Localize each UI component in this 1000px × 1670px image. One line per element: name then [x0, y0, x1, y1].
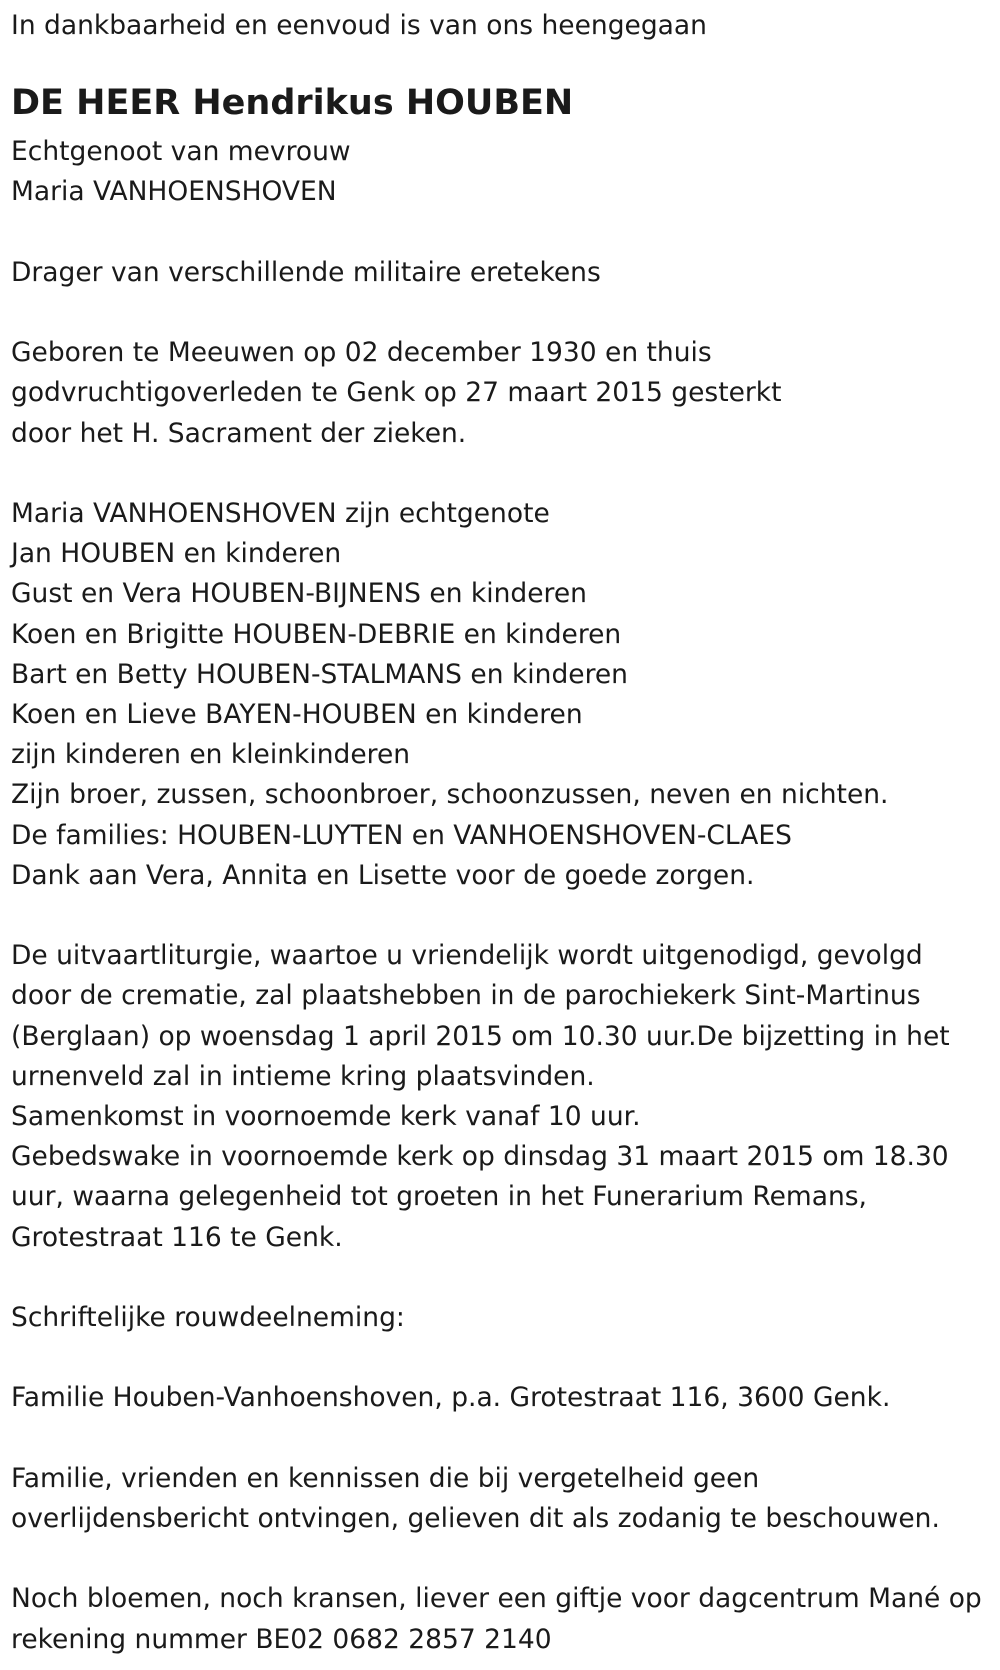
obituary-document	[11, 6, 996, 1660]
family-line: Dank aan Vera, Annita en Lisette voor de goede zorgen.	[11, 859, 755, 891]
birth-death-line: Geboren te Meeuwen op 02 december 1930 en thuis	[11, 337, 712, 369]
birth-death-line: door het H. Sacrament der zieken.	[11, 417, 467, 449]
family-line: zijn kinderen en kleinkinderen	[11, 739, 411, 771]
family-line: Koen en Brigitte HOUBEN-DEBRIE en kinderen	[11, 618, 622, 650]
ceremony-line: Gebedswake in voornoemde kerk op dinsdag 31 maart 2015 om 18.30	[11, 1141, 949, 1173]
ceremony-line: (Berglaan) op woensdag 1 april 2015 om 10.30 uur.De bijzetting in het	[11, 1020, 950, 1052]
family-line: Gust en Vera HOUBEN-BIJNENS en kinderen	[11, 578, 587, 610]
family-address: Familie Houben-Vanhoenshoven, p.a. Grotestraat 116, 3600 Genk.	[11, 1382, 891, 1414]
condolence-label: Schriftelijke rouwdeelneming:	[11, 1302, 405, 1334]
family-line: Maria VANHOENSHOVEN zijn echtgenote	[11, 497, 550, 529]
spacer	[11, 896, 996, 936]
ceremony-line: De uitvaartliturgie, waartoe u vriendelijk wordt uitgenodigd, gevolgd	[11, 940, 923, 972]
ceremony-line: door de crematie, zal plaatshebben in de parochiekerk Sint-Martinus	[11, 980, 921, 1012]
birth-death-line: godvruchtigoverleden te Genk op 27 maart 2015 gesterkt	[11, 377, 782, 409]
family-line: Koen en Lieve BAYEN-HOUBEN en kinderen	[11, 699, 583, 730]
spacer	[11, 1338, 996, 1378]
spacer	[11, 1258, 996, 1298]
ceremony-line: Grotestraat 116 te Genk.	[11, 1221, 343, 1253]
spacer	[11, 293, 996, 333]
decoration-line: Drager van verschillende militaire eretekens	[11, 256, 601, 288]
notice-line: Familie, vrienden en kennissen die bij vergetelheid geen	[11, 1462, 760, 1494]
spacer	[11, 213, 996, 253]
family-line: Zijn broer, zussen, schoonbroer, schoonzussen, neven en nichten.	[11, 779, 889, 811]
spacer	[11, 454, 996, 494]
family-line: Bart en Betty HOUBEN-STALMANS en kinderen	[11, 658, 628, 690]
intro-line: In dankbaarheid en eenvoud is van ons heengegaan	[11, 10, 707, 41]
ceremony-line: urnenveld zal in intieme kring plaatsvinden.	[11, 1060, 595, 1092]
flowers-line: rekening nummer BE02 0682 2857 2140	[11, 1623, 552, 1655]
notice-line: overlijdensbericht ontvingen, gelieven dit als zodanig te beschouwen.	[11, 1503, 940, 1534]
family-line: De families: HOUBEN-LUYTEN en VANHOENSHOVEN-CLAES	[11, 819, 792, 851]
ceremony-line: Samenkomst in voornoemde kerk vanaf 10 uur.	[11, 1101, 641, 1133]
spouse-line: Echtgenoot van mevrouw	[11, 136, 351, 168]
ceremony-line: uur, waarna gelegenheid tot groeten in het Funerarium Remans,	[11, 1181, 867, 1213]
flowers-line: Noch bloemen, noch kransen, liever een giftje voor dagcentrum Mané op	[11, 1583, 982, 1615]
spacer	[11, 1419, 996, 1459]
spouse-line: Maria VANHOENSHOVEN	[11, 176, 337, 208]
spacer	[11, 1539, 996, 1579]
family-line: Jan HOUBEN en kinderen	[11, 538, 342, 570]
deceased-name: DE HEER Hendrikus HOUBEN	[11, 83, 574, 124]
